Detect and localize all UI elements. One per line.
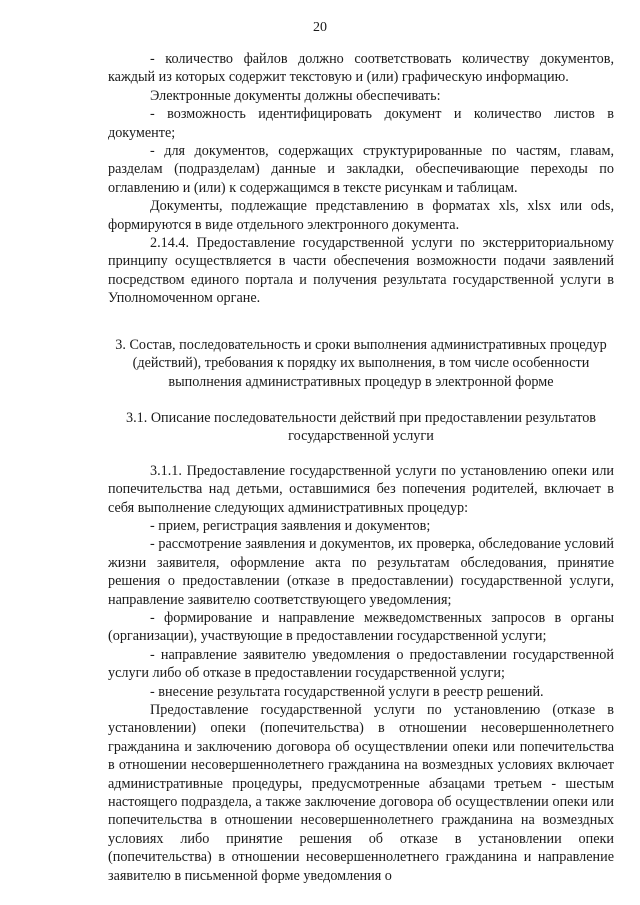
spacer — [108, 391, 614, 409]
list-item: - рассмотрение заявления и документов, их проверка, обследование условий жизни заявителя, оформление акта по результатам обследования, принятие решения о предоставлении (отказе в предоставлении) государственной услуги, направление заявителю соответствующего уведомления; — [108, 536, 614, 608]
subsection-heading: 3.1. Описание последовательности действий при предоставлении результатов государственной услуги — [125, 409, 597, 445]
list-item: - прием, регистрация заявления и документов; — [150, 517, 431, 534]
spacer — [108, 446, 614, 462]
list-item: - внесение результата государственной услуги в реестр решений. — [150, 683, 544, 700]
paragraph: - количество файлов должно соответствовать количеству документов, каждый из которых содержит текстовую и (или) графическую информацию. — [108, 51, 614, 86]
paragraph: Предоставление государственной услуги по установлению (отказе в установлении) опеки (попечительства) в отношении несовершеннолетнего гражданина и заключению договора об осуществлении опеки или попечительства в отношении несовершеннолетнего гражданина на возмездных условиях включает административные процедуры, предусмотренные абзацами третьем - шестым настоящего подраздела, а также заключение договора об осуществлении опеки или попечительства в отношении несовершеннолетнего гражданина на возмездных условиях либо принятие решения об отказе в установлении опеки (попечительства) в отношении несовершеннолетнего гражданина и направление заявителю в письменной форме уведомления о — [108, 702, 614, 884]
list-item: - направление заявителю уведомления о предоставлении государственной услуги либо об отказе в предоставлении государственной услуги; — [108, 646, 614, 682]
document-body — [108, 50, 614, 885]
page-number: 20 — [313, 20, 327, 35]
section-heading: 3. Состав, последовательность и сроки выполнения административных процедур (действий), требования к порядку их выполнения, в том числе особенности выполнения административных процедур в электронной форме — [115, 336, 607, 390]
paragraph: Электронные документы должны обеспечивать: — [150, 87, 441, 104]
paragraph: - возможность идентифицировать документ и количество листов в документе; — [108, 106, 614, 141]
paragraph: - для документов, содержащих структурированные по частям, главам, разделам (подразделам) данные и закладки, обеспечивающие переходы по оглавлению и (или) к содержащимся в тексте рисункам и таблицам. — [108, 143, 614, 196]
paragraph: 2.14.4. Предоставление государственной услуги по экстерриториальному принципу осуществляется в части обеспечения возможности подачи заявлений посредством единого портала и получения результата государственной услуги в Уполномоченном органе. — [108, 235, 614, 307]
paragraph: 3.1.1. Предоставление государственной услуги по установлению опеки или попечительства над детьми, оставшимися без попечения родителей, включает в себя выполнение следующих административных процедур: — [108, 462, 614, 516]
list-item: - формирование и направление межведомственных запросов в органы (организации), участвующие в предоставлении государственной услуги; — [108, 609, 614, 645]
paragraph: Документы, подлежащие представлению в форматах xls, xlsx или ods, формируются в виде отдельного электронного документа. — [108, 198, 614, 233]
spacer — [108, 308, 614, 336]
